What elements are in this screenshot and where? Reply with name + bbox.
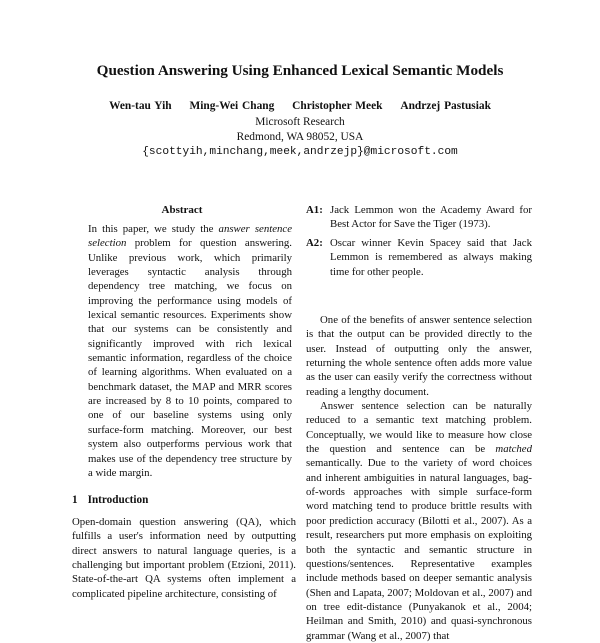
section-heading-introduction <box>72 494 148 506</box>
example-text: Jack Lemmon won the Academy Award for Best Actor for Save the Tiger (1973). <box>330 204 532 231</box>
example-tag: A1: <box>306 204 323 216</box>
author-name: Wen-tau Yih <box>109 100 172 112</box>
abstract-body <box>88 222 292 480</box>
example-answer <box>306 236 532 279</box>
paragraph-text-rest: semantically. Due to the variety of word choices and inherent ambiguities in natural languages, bag-of-words approaches with simple surface-form word matching tend to produce brittle results with poor prediction accuracy (Bilotti et al., 2007). As a result, researchers put more emphasis on exploiting both the syntactic and semantic structure in questions/sentences. Representative examples include methods based on deeper semantic analysis (Shen and Lapata, 2007; Moldovan et al., 2007) and on tree edit-distance (Punyakanok et al., 2004; Heilman and Smith, 2010) and quasi-synchronous grammar (Wang et al., 2007) that <box>306 457 532 642</box>
paragraph <box>306 399 532 643</box>
example-text: Oscar winner Kevin Spacey said that Jack Lemmon is remembered as always making time for other people. <box>330 237 532 278</box>
author-name: Andrzej Pastusiak <box>400 100 491 112</box>
address: Redmond, WA 98052, USA <box>236 131 364 143</box>
paragraph-text-start: Answer sentence selection can be naturally reduced to a semantic text matching problem. Conceptually, we would like to measure how close the question and sentence can be <box>306 400 532 456</box>
paragraph-emphasis: matched <box>495 443 532 456</box>
introduction-body: Open-domain question answering (QA), which fulfills a user's information need by outputting direct answers to natural language queries, is a challenging but important problem (Etzioni, 2011). State-of-the-art QA systems often implement a complicated pipeline architecture, consisting of <box>72 516 296 600</box>
example-tag: A2: <box>306 237 323 249</box>
author-name: Ming-Wei Chang <box>189 100 275 112</box>
abstract-text-start: In this paper, we study the <box>88 223 219 235</box>
right-column-body <box>306 313 532 643</box>
section-title: Introduction <box>87 494 149 506</box>
abstract-text-rest: problem for question answering. Unlike previous work, which primarily leverages syntactic analysis through dependency tree matching, we focus on improving the performance using models of lexical semantic resources. Experiments show that our systems can be consistently and significantly improved with rich lexical semantic information, regardless of the choice of learning algorithms. When evaluated on a benchmark dataset, the MAP and MRR scores are increased by 8 to 10 points, compared to one of our baseline systems using only surface-form matching. Moreover, our best system also outperforms pervious work that makes use of the dependency tree structure by a wide margin. <box>88 237 292 479</box>
abstract-heading: Abstract <box>161 204 203 216</box>
author-emails: {scottyih,minchang,meek,andrzejp}@microsoft.com <box>142 146 458 158</box>
example-answer <box>306 203 532 232</box>
paper-title: Question Answering Using Enhanced Lexical Semantic Models <box>96 62 504 79</box>
affiliation: Microsoft Research <box>255 116 345 128</box>
section-number: 1 <box>72 494 78 506</box>
author-name: Christopher Meek <box>292 100 383 112</box>
author-list <box>0 100 600 112</box>
paragraph: One of the benefits of answer sentence selection is that the output can be provided directly to the user. Instead of outputting only the answer, returning the whole sentence often adds more value as the user can easily verify the correctness without reading a lengthy document. <box>306 314 532 398</box>
abstract-emphasis: answer sentence selection <box>88 223 292 250</box>
